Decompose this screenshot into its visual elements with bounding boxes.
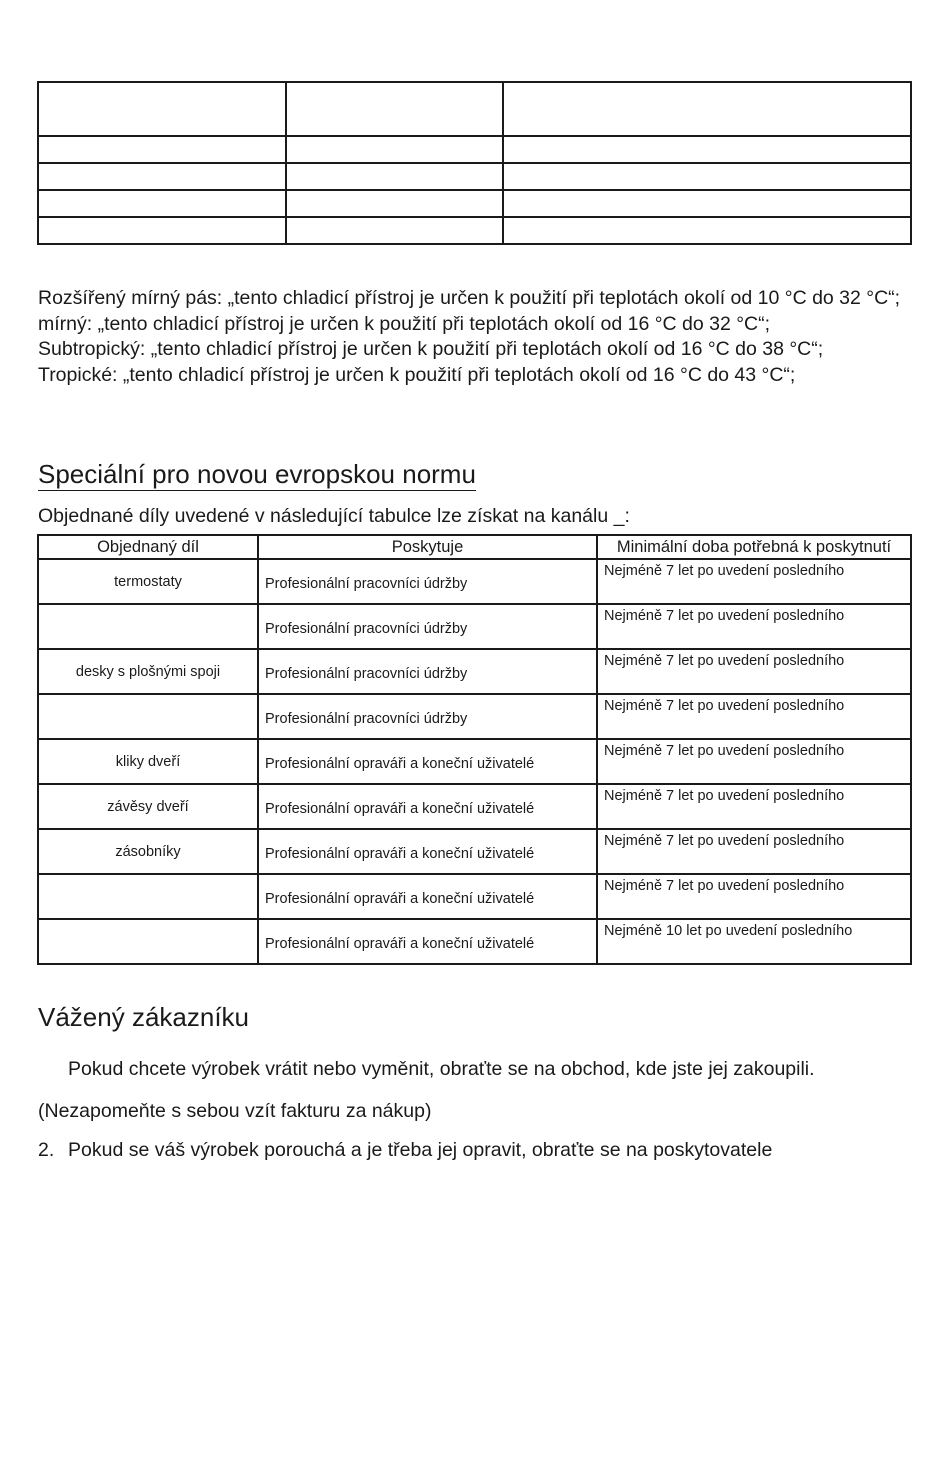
empty-table-row — [38, 136, 911, 163]
table-row — [38, 874, 911, 919]
empty-table-header-row — [38, 82, 911, 136]
empty-cell — [38, 82, 286, 136]
provider-cell: Profesionální opraváři a koneční uživatelé — [258, 784, 597, 829]
part-cell — [38, 874, 258, 919]
empty-table — [37, 81, 912, 245]
part-cell: zásobníky — [38, 829, 258, 874]
empty-cell — [286, 163, 503, 190]
provider-cell: Profesionální opraváři a koneční uživatelé — [258, 919, 597, 964]
table-row — [38, 559, 911, 604]
part-cell — [38, 919, 258, 964]
period-cell: Nejméně 10 let po uvedení posledního — [597, 919, 911, 964]
empty-cell — [503, 217, 911, 244]
period-cell: Nejméně 7 let po uvedení posledního — [597, 784, 911, 829]
empty-cell — [503, 190, 911, 217]
climate-class-sn: Rozšířený mírný pás: „tento chladicí přístroj je určen k použití při teplotách okolí od 10 °C do 32 °C“; — [38, 287, 901, 309]
empty-table-row — [38, 190, 911, 217]
period-cell: Nejméně 7 let po uvedení posledního — [597, 874, 911, 919]
table-row — [38, 604, 911, 649]
empty-cell — [503, 82, 911, 136]
period-cell: Nejméně 7 let po uvedení posledního — [597, 739, 911, 784]
customer-heading: Vážený zákazníku — [38, 1002, 250, 1032]
table-row — [38, 919, 911, 964]
period-cell: Nejméně 7 let po uvedení posledního — [597, 694, 911, 739]
provider-cell: Profesionální opraváři a koneční uživatelé — [258, 829, 597, 874]
empty-cell — [38, 163, 286, 190]
return-paragraph: Pokud chcete výrobek vrátit nebo vyměnit, obraťte se na obchod, kde jste jej zakoupili. — [68, 1058, 815, 1080]
empty-cell — [286, 136, 503, 163]
climate-class-list — [38, 286, 918, 388]
section-title: Speciální pro novou evropskou normu — [38, 459, 476, 489]
empty-cell — [38, 136, 286, 163]
empty-cell — [38, 217, 286, 244]
provider-cell: Profesionální opraváři a koneční uživatelé — [258, 874, 597, 919]
part-cell: termostaty — [38, 559, 258, 604]
part-cell: závěsy dveří — [38, 784, 258, 829]
empty-table-row — [38, 217, 911, 244]
empty-cell — [503, 136, 911, 163]
part-cell — [38, 604, 258, 649]
provider-cell: Profesionální pracovníci údržby — [258, 604, 597, 649]
climate-class-st: Subtropický: „tento chladicí přístroj je určen k použití při teplotách okolí od 16 °C do 38 °C“; — [38, 338, 824, 360]
empty-cell — [38, 190, 286, 217]
list-number: 2. — [38, 1139, 55, 1161]
period-cell: Nejméně 7 let po uvedení posledního — [597, 559, 911, 604]
part-cell — [38, 694, 258, 739]
table-row — [38, 739, 911, 784]
empty-cell — [286, 217, 503, 244]
parts-intro: Objednané díly uvedené v následující tabulce lze získat na kanálu _: — [38, 505, 630, 527]
part-cell: desky s plošnými spoji — [38, 649, 258, 694]
repair-paragraph — [38, 1137, 772, 1163]
period-cell: Nejméně 7 let po uvedení posledního — [597, 829, 911, 874]
table-row — [38, 829, 911, 874]
spare-parts-table — [37, 534, 912, 965]
provider-cell: Profesionální pracovníci údržby — [258, 694, 597, 739]
invoice-note: (Nezapomeňte s sebou vzít fakturu za nákup) — [38, 1100, 432, 1122]
climate-class-t: Tropické: „tento chladicí přístroj je určen k použití při teplotách okolí od 16 °C do 43 °C“; — [38, 363, 796, 386]
climate-class-n: mírný: „tento chladicí přístroj je určen k použití při teplotách okolí od 16 °C do 32 °C“; — [38, 312, 771, 335]
header-period: Minimální doba potřebná k poskytnutí — [597, 535, 911, 559]
period-cell: Nejméně 7 let po uvedení posledního — [597, 604, 911, 649]
empty-cell — [286, 190, 503, 217]
header-part: Objednaný díl — [38, 535, 258, 559]
period-cell: Nejméně 7 let po uvedení posledního — [597, 649, 911, 694]
empty-cell — [503, 163, 911, 190]
table-row — [38, 649, 911, 694]
part-cell: kliky dveří — [38, 739, 258, 784]
provider-cell: Profesionální pracovníci údržby — [258, 559, 597, 604]
empty-cell — [286, 82, 503, 136]
header-provider: Poskytuje — [258, 535, 597, 559]
provider-cell: Profesionální opraváři a koneční uživatelé — [258, 739, 597, 784]
repair-text: Pokud se váš výrobek porouchá a je třeba jej opravit, obraťte se na poskytovatele — [68, 1139, 773, 1161]
empty-table-row — [38, 163, 911, 190]
spare-parts-header-row — [38, 535, 911, 559]
table-row — [38, 694, 911, 739]
provider-cell: Profesionální pracovníci údržby — [258, 649, 597, 694]
table-row — [38, 784, 911, 829]
